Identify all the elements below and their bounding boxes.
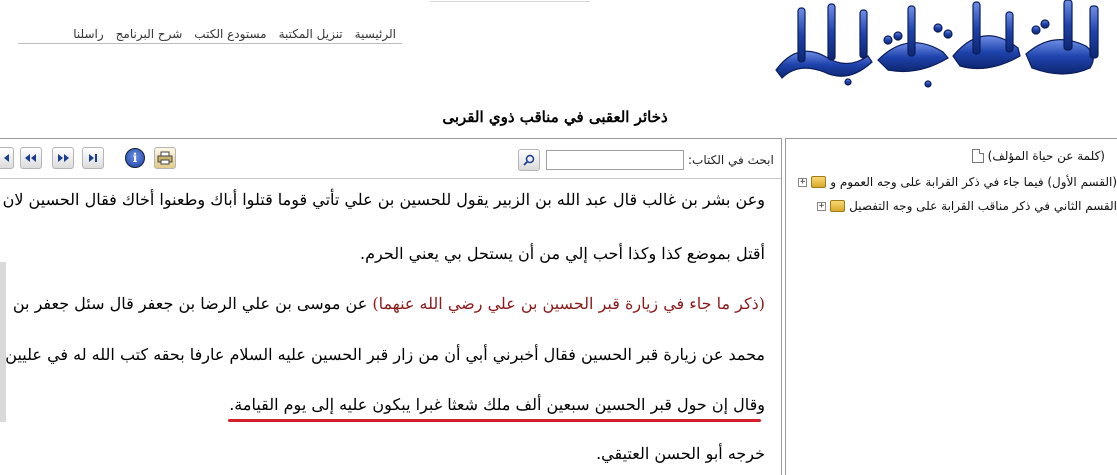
book-search-label: ابحث في الكتاب:	[688, 153, 774, 167]
next-page-button[interactable]	[52, 147, 74, 169]
folder-icon	[830, 200, 845, 212]
expand-icon[interactable]: +	[800, 176, 806, 187]
print-button[interactable]	[154, 147, 176, 169]
text-line-3	[13, 294, 765, 313]
double-chevron-right-icon	[57, 153, 69, 163]
last-page-button[interactable]	[82, 147, 104, 169]
double-chevron-left-icon	[25, 153, 37, 163]
last-page-icon	[87, 153, 99, 163]
expand-icon[interactable]: +	[818, 200, 825, 211]
info-button[interactable]	[125, 148, 145, 168]
text-line-4: محمد عن زيارة قبر الحسين فقال أخبرني أبي أن من زار قبر الحسين عليه السلام عارفا بحقه كتب الله له في عليين	[5, 345, 765, 364]
book-title: ذخائر العقبى في مناقب ذوي القربى	[442, 108, 668, 126]
text-line-2: أقتل بموضع كذا وكذا أحب إلي من أن يستحل بي يعني الحرم.	[360, 244, 765, 263]
text-line-5: وقال إن حول قبر الحسين سبعين ألف ملك شعثا غبرا يبكون عليه إلى يوم القيامة.	[229, 395, 765, 414]
text-line-6: خرجه أبو الحسن العتيقي.	[596, 444, 765, 463]
first-page-icon	[0, 153, 9, 163]
folder-icon	[811, 176, 826, 188]
top-navigation	[18, 24, 402, 44]
top-divider	[430, 0, 590, 2]
nav-download-link[interactable]: تنزيل المكتبة	[278, 27, 343, 41]
search-icon	[523, 154, 535, 166]
table-of-contents-panel	[785, 138, 1117, 475]
printer-icon	[157, 151, 173, 165]
book-search-button[interactable]	[518, 149, 540, 171]
reader-scrollbar[interactable]	[0, 262, 6, 422]
toc-item-section-2[interactable]	[817, 199, 1117, 213]
site-logo[interactable]	[768, 0, 1110, 92]
toc-item-author-bio[interactable]	[972, 149, 1105, 163]
toc-item-label: (القسم الأول) فيما جاء في ذكر القرابة على وجه العموم و	[830, 175, 1117, 189]
toc-item-section-1[interactable]	[798, 175, 1117, 189]
toc-item-label: (كلمة عن حياة المؤلف)	[987, 149, 1105, 163]
book-search-input[interactable]	[546, 150, 684, 170]
logo-calligraphy-icon	[768, 0, 1110, 92]
header	[0, 0, 1117, 100]
text-line-1: وعن بشر بن غالب قال عبد الله بن الزبير يقول للحسين بن علي تأتي قوما قتلوا أباك وطعنوا أخاك فقال الحسين لان	[2, 190, 765, 209]
highlight-underline	[228, 419, 761, 422]
nav-contact-link[interactable]: راسلنا	[73, 27, 104, 41]
nav-program-guide-link[interactable]: شرح البرنامج	[115, 27, 183, 41]
page-icon	[972, 149, 984, 163]
nav-books-repository-link[interactable]: مستودع الكتب	[194, 27, 267, 41]
section-heading: (ذكر ما جاء في زيارة قبر الحسين بن علي رضي الله عنهما)	[372, 294, 765, 313]
info-icon: i	[132, 151, 138, 165]
text-line-3-rest: عن موسى بن علي الرضا بن جعفر قال سئل جعفر بن	[12, 294, 373, 313]
nav-home-link[interactable]: الرئيسية	[354, 27, 396, 41]
reader-toolbar	[0, 139, 781, 179]
first-page-button[interactable]	[0, 147, 14, 169]
toc-item-label: القسم الثاني في ذكر مناقب القرابة على وجه التفصيل	[849, 199, 1117, 213]
previous-page-button[interactable]	[20, 147, 42, 169]
